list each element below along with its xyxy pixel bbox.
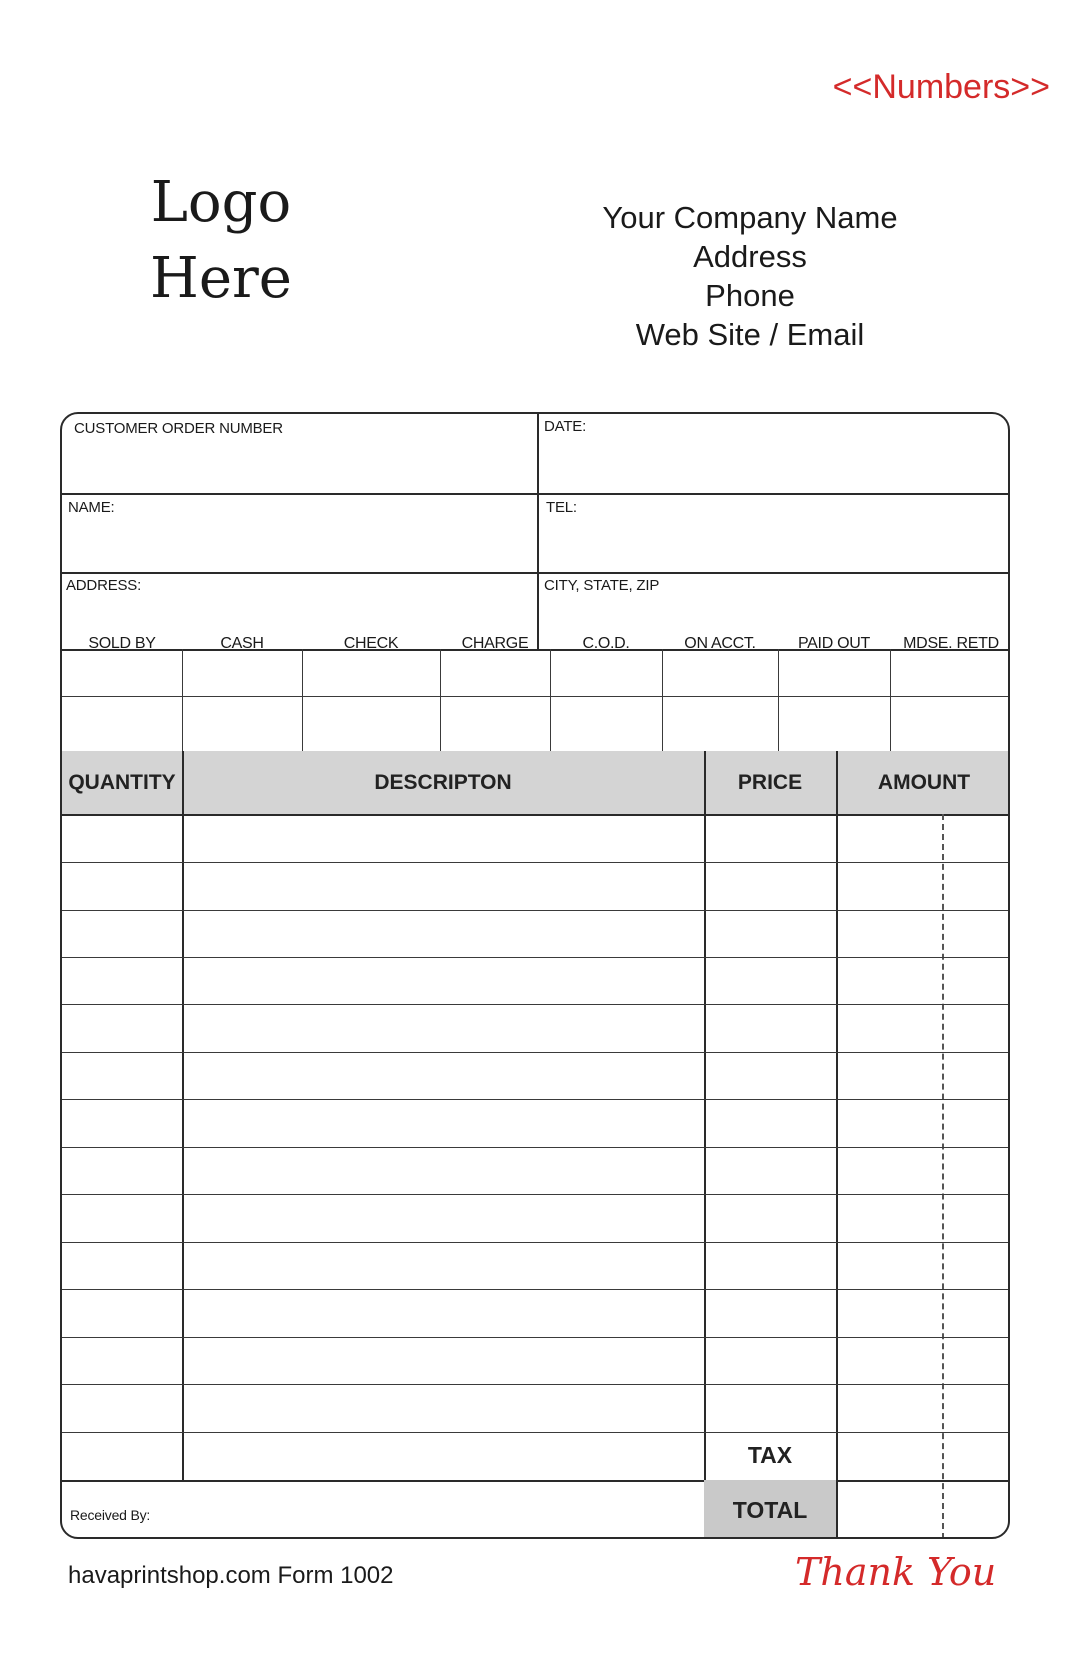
on-account-label: ON ACCT.	[684, 635, 756, 652]
check-label: CHECK	[343, 635, 399, 652]
table-row[interactable]	[62, 1289, 1010, 1290]
cod-label: C.O.D.	[582, 635, 630, 652]
cash-label: CASH	[220, 635, 264, 652]
divider	[778, 649, 779, 751]
table-row[interactable]	[62, 862, 1010, 863]
form-id: havaprintshop.com Form 1002	[68, 1562, 394, 1589]
total-label: TOTAL	[732, 1497, 808, 1523]
form-numbers: <<Numbers>>	[832, 68, 1050, 106]
logo-placeholder	[150, 165, 292, 317]
table-row[interactable]	[62, 1432, 1010, 1433]
tel-field[interactable]: TEL:	[546, 499, 577, 516]
logo-line-1: Logo	[150, 170, 292, 235]
date-field[interactable]: DATE:	[544, 418, 587, 435]
name-field[interactable]: NAME:	[68, 499, 115, 516]
company-name: Your Company Name	[602, 200, 898, 235]
table-row[interactable]	[62, 1099, 1010, 1100]
divider	[890, 649, 891, 751]
customer-order-number-field[interactable]: CUSTOMER ORDER NUMBER	[74, 420, 283, 437]
table-row[interactable]	[62, 1052, 1010, 1053]
divider	[302, 649, 303, 751]
divider	[62, 814, 1010, 816]
paid-out-label: PAID OUT	[798, 635, 870, 652]
divider	[550, 649, 551, 751]
divider	[704, 751, 706, 1539]
charge-label: CHARGE	[461, 635, 529, 652]
received-by-field[interactable]: Received By:	[70, 1507, 151, 1523]
divider	[537, 414, 539, 649]
thank-you: Thank You	[795, 1550, 997, 1594]
company-web-email: Web Site / Email	[635, 317, 865, 352]
table-row[interactable]	[62, 910, 1010, 911]
table-row[interactable]	[62, 1194, 1010, 1195]
cents-divider	[942, 814, 944, 1539]
divider	[662, 649, 663, 751]
divider	[62, 696, 1010, 697]
divider	[836, 751, 838, 1539]
merchandise-returned-label: MDSE. RETD	[903, 635, 999, 652]
sold-by-label: SOLD BY	[88, 635, 156, 652]
table-row[interactable]	[62, 957, 1010, 958]
divider	[440, 649, 441, 751]
table-row[interactable]	[62, 1242, 1010, 1243]
table-row[interactable]	[62, 1337, 1010, 1338]
table-row[interactable]	[62, 1004, 1010, 1005]
divider	[182, 751, 184, 1480]
divider	[62, 572, 1010, 574]
quantity-header: QUANTITY	[68, 771, 176, 794]
company-phone: Phone	[705, 278, 795, 313]
table-row[interactable]	[62, 1384, 1010, 1385]
address-field[interactable]: ADDRESS:	[66, 577, 142, 594]
logo-line-2: Here	[150, 246, 292, 311]
city-state-zip-field[interactable]: CITY, STATE, ZIP	[544, 577, 660, 594]
table-row[interactable]	[62, 1147, 1010, 1148]
company-address: Address	[693, 239, 807, 274]
tax-label: TAX	[747, 1442, 793, 1468]
divider	[182, 649, 183, 751]
price-header: PRICE	[737, 771, 803, 794]
divider	[62, 493, 1010, 495]
company-info	[540, 198, 960, 354]
amount-header: AMOUNT	[877, 771, 971, 794]
divider	[62, 1480, 1010, 1482]
description-header: DESCRIPTON	[374, 771, 512, 794]
sales-order-form	[60, 412, 1010, 1539]
